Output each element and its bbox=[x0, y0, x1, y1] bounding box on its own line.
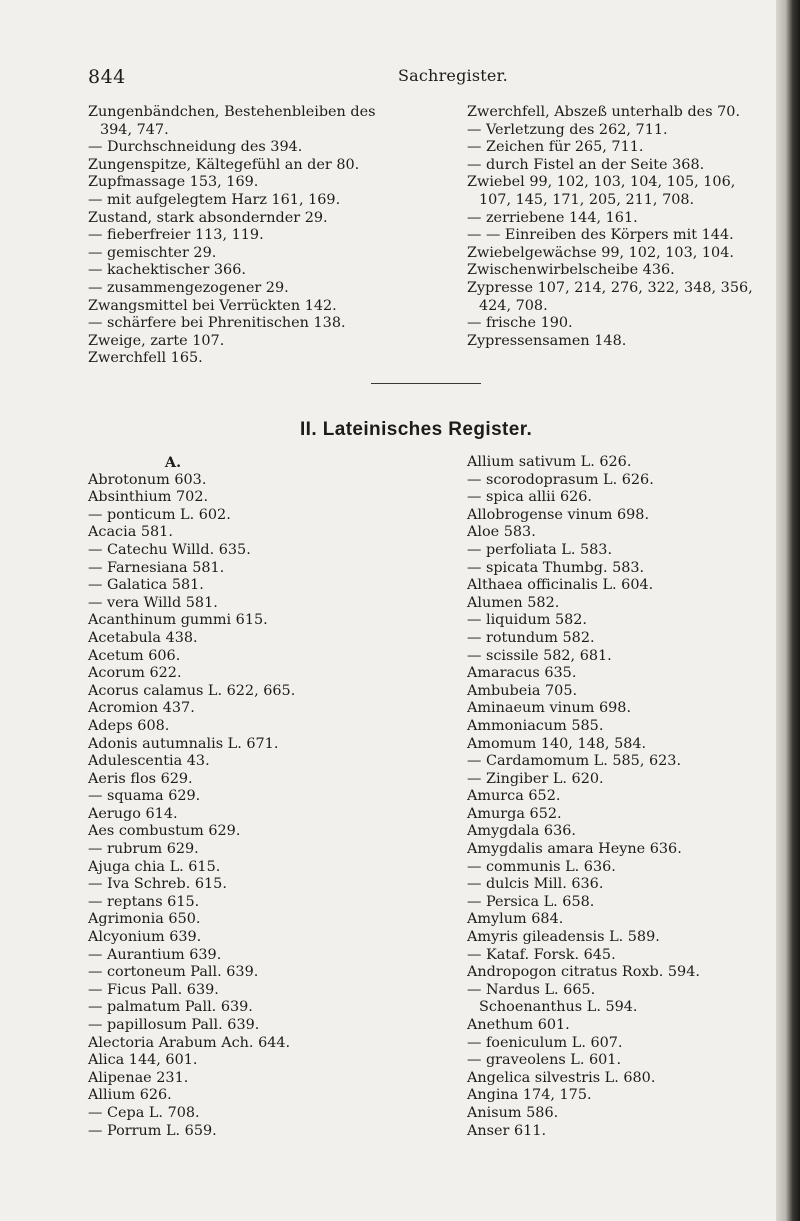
index-entry: Angelica silvestris L. 680. bbox=[467, 1069, 656, 1086]
page-edge bbox=[776, 0, 800, 1221]
section-title: II. Lateinisches Register. bbox=[300, 419, 533, 440]
index-entry: — foeniculum L. 607. bbox=[467, 1034, 623, 1051]
index-entry: — spicata Thumbg. 583. bbox=[467, 559, 645, 576]
index-entry: Allium sativum L. 626. bbox=[467, 454, 632, 470]
index-entry: Ambubeia 705. bbox=[467, 682, 578, 699]
index-entry: — scorodoprasum L. 626. bbox=[467, 471, 654, 488]
index-entry: Zwangsmittel bei Verrückten 142. bbox=[88, 297, 337, 314]
index-entry: 107, 145, 171, 205, 211, 708. bbox=[479, 191, 695, 208]
index-entry: — palmatum Pall. 639. bbox=[88, 999, 253, 1016]
index-entry: Amurga 652. bbox=[467, 805, 562, 822]
index-entry: Aerugo 614. bbox=[88, 805, 178, 822]
index-entry: — fieberfreier 113, 119. bbox=[88, 227, 264, 244]
index-entry: Allium 626. bbox=[88, 1087, 172, 1104]
index-entry: Zypressensamen 148. bbox=[467, 332, 627, 349]
index-entry: Alcyonium 639. bbox=[88, 929, 202, 946]
index-entry: — cortoneum Pall. 639. bbox=[88, 964, 259, 981]
index-entry: 424, 708. bbox=[479, 297, 548, 314]
index-entry: — dulcis Mill. 636. bbox=[467, 876, 604, 893]
index-entry: — Farnesiana 581. bbox=[88, 559, 225, 576]
index-entry: Andropogon citratus Roxb. 594. bbox=[467, 964, 700, 981]
index-entry: — gemischter 29. bbox=[88, 244, 217, 261]
index-entry: Acorus calamus L. 622, 665. bbox=[88, 682, 296, 699]
index-entry: Zwischenwirbelscheibe 436. bbox=[467, 262, 675, 279]
index-entry: Ammoniacum 585. bbox=[467, 717, 604, 734]
section-divider bbox=[371, 383, 481, 384]
index-entry: Absinthium 702. bbox=[88, 489, 209, 506]
index-entry: Acetum 606. bbox=[88, 647, 181, 664]
index-column-top-right bbox=[467, 104, 767, 350]
index-entry: — papillosum Pall. 639. bbox=[88, 1017, 260, 1033]
index-entry: — frische 190. bbox=[467, 315, 573, 332]
index-entry: — — Einreiben des Körpers mit 144. bbox=[467, 227, 734, 244]
index-entry: Alica 144, 601. bbox=[88, 1052, 198, 1069]
index-entry: — Ficus Pall. 639. bbox=[88, 981, 219, 998]
index-entry: — Kataf. Forsk. 645. bbox=[467, 946, 616, 963]
index-entry: Zustand, stark absondernder 29. bbox=[88, 209, 328, 226]
index-entry: — graveolens L. 601. bbox=[467, 1052, 622, 1069]
index-entry: Alipenae 231. bbox=[88, 1069, 189, 1086]
letter-heading: A. bbox=[164, 454, 182, 471]
index-entry: Aes combustum 629. bbox=[88, 823, 241, 840]
index-entry: Amygdalis amara Heyne 636. bbox=[467, 841, 682, 858]
index-entry: — rubrum 629. bbox=[88, 841, 199, 858]
index-entry: Adeps 608. bbox=[88, 717, 170, 734]
index-entry: Zypresse 107, 214, 276, 322, 348, 356, bbox=[467, 279, 753, 296]
index-entry: — communis L. 636. bbox=[467, 858, 616, 875]
page-header bbox=[88, 66, 718, 90]
index-entry: Acorum 622. bbox=[88, 665, 182, 682]
index-entry: — Verletzung des 262, 711. bbox=[467, 121, 668, 138]
index-entry: Zwiebel 99, 102, 103, 104, 105, 106, bbox=[467, 174, 736, 191]
index-entry: — zerriebene 144, 161. bbox=[467, 209, 638, 226]
index-entry: Abrotonum 603. bbox=[88, 471, 207, 488]
index-entry: Zwiebelgewächse 99, 102, 103, 104. bbox=[467, 244, 734, 261]
index-entry: Althaea officinalis L. 604. bbox=[467, 577, 654, 594]
index-entry: — scissile 582, 681. bbox=[467, 647, 612, 664]
index-entry: Zupfmassage 153, 169. bbox=[88, 174, 259, 191]
index-entry: Angina 174, 175. bbox=[467, 1087, 592, 1104]
index-entry: — Iva Schreb. 615. bbox=[88, 876, 227, 893]
index-column-bottom-left bbox=[88, 454, 418, 1140]
index-entry: Amaracus 635. bbox=[467, 665, 577, 682]
index-entry: Ajuga chia L. 615. bbox=[88, 858, 221, 875]
index-entry: Zungenbändchen, Bestehenbleiben des bbox=[88, 104, 376, 120]
index-entry: Alumen 582. bbox=[467, 594, 560, 611]
index-entry: — kachektischer 366. bbox=[88, 262, 246, 279]
index-entry: Allobrogense vinum 698. bbox=[467, 506, 650, 523]
index-column-top-left bbox=[88, 104, 456, 368]
index-entry: — Cardamomum L. 585, 623. bbox=[467, 753, 682, 770]
index-entry: — schärfere bei Phrenitischen 138. bbox=[88, 315, 346, 332]
index-entry: Amyris gileadensis L. 589. bbox=[467, 929, 660, 946]
index-entry: Acacia 581. bbox=[88, 524, 173, 541]
index-entry: Amylum 684. bbox=[467, 911, 564, 928]
index-entry: — Nardus L. 665. bbox=[467, 981, 596, 998]
index-entry: Zwerchfell, Abszeß unterhalb des 70. bbox=[467, 104, 741, 120]
index-entry: — Zingiber L. 620. bbox=[467, 770, 604, 787]
index-entry: — Aurantium 639. bbox=[88, 946, 222, 963]
index-entry: — Cepa L. 708. bbox=[88, 1104, 200, 1121]
index-entry: — vera Willd 581. bbox=[88, 594, 218, 611]
index-entry: — squama 629. bbox=[88, 788, 201, 805]
index-entry: Zweige, zarte 107. bbox=[88, 332, 225, 349]
index-entry: — Galatica 581. bbox=[88, 577, 204, 594]
index-entry: Aloe 583. bbox=[467, 524, 536, 541]
index-entry: 394, 747. bbox=[100, 121, 169, 138]
index-entry: Adonis autumnalis L. 671. bbox=[88, 735, 279, 752]
index-entry: — liquidum 582. bbox=[467, 612, 587, 629]
index-entry: Schoenanthus L. 594. bbox=[479, 999, 638, 1016]
index-entry: — reptans 615. bbox=[88, 893, 200, 910]
index-entry: — durch Fistel an der Seite 368. bbox=[467, 156, 705, 173]
index-entry: — Porrum L. 659. bbox=[88, 1122, 217, 1139]
index-entry: — Persica L. 658. bbox=[467, 893, 595, 910]
index-entry: — zusammengezogener 29. bbox=[88, 279, 289, 296]
index-entry: Acromion 437. bbox=[88, 700, 195, 717]
index-column-bottom-right bbox=[467, 454, 767, 1140]
index-entry: Anethum 601. bbox=[467, 1017, 570, 1033]
index-entry: — spica allii 626. bbox=[467, 489, 592, 506]
running-title: Sachregister. bbox=[398, 66, 508, 85]
index-entry: — mit aufgelegtem Harz 161, 169. bbox=[88, 191, 341, 208]
index-entry: — rotundum 582. bbox=[467, 629, 595, 646]
index-entry: Amygdala 636. bbox=[467, 823, 576, 840]
index-entry: Aeris flos 629. bbox=[88, 770, 193, 787]
index-entry: Amurca 652. bbox=[467, 788, 561, 805]
index-entry: Alectoria Arabum Ach. 644. bbox=[88, 1034, 291, 1051]
index-entry: Zungenspitze, Kältegefühl an der 80. bbox=[88, 156, 360, 173]
index-entry: Zwerchfell 165. bbox=[88, 350, 203, 367]
index-entry: Acetabula 438. bbox=[88, 629, 198, 646]
index-entry: — Catechu Willd. 635. bbox=[88, 541, 251, 558]
index-entry: — ponticum L. 602. bbox=[88, 506, 231, 523]
page-number: 844 bbox=[88, 66, 126, 88]
index-entry: — Durchschneidung des 394. bbox=[88, 139, 303, 156]
index-entry: Agrimonia 650. bbox=[88, 911, 201, 928]
index-entry: — Zeichen für 265, 711. bbox=[467, 139, 644, 156]
index-entry: Aminaeum vinum 698. bbox=[467, 700, 632, 717]
index-entry: Amomum 140, 148, 584. bbox=[467, 735, 647, 752]
index-entry: Adulescentia 43. bbox=[88, 753, 210, 770]
index-entry: — perfoliata L. 583. bbox=[467, 541, 613, 558]
index-entry: Acanthinum gummi 615. bbox=[88, 612, 268, 629]
index-entry: Anisum 586. bbox=[467, 1104, 559, 1121]
index-entry: Anser 611. bbox=[467, 1122, 547, 1139]
